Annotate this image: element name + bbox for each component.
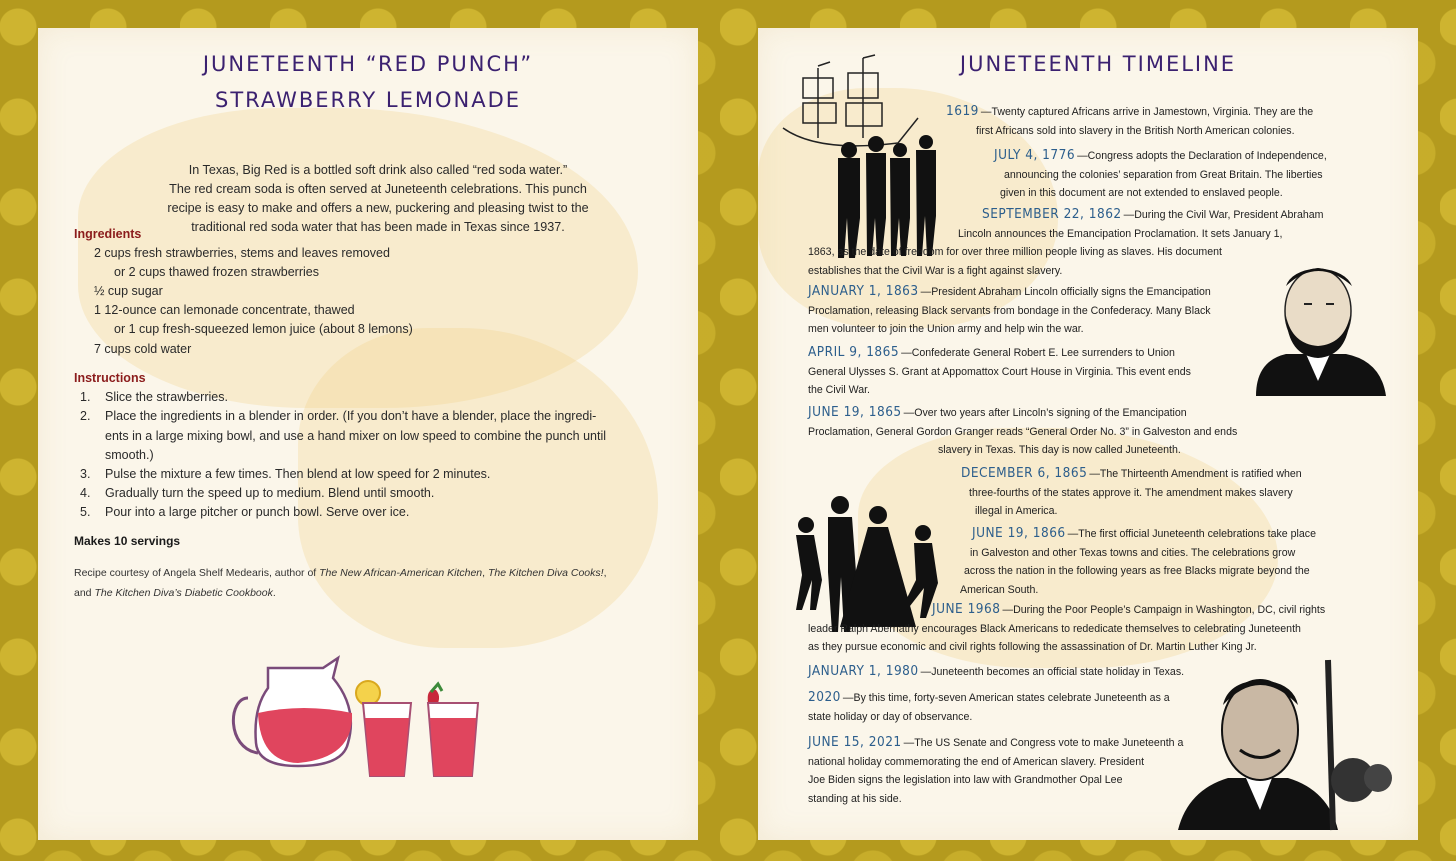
recipe-intro [133, 161, 623, 237]
timeline-text: leader Ralph Abernathy encourages Black Americans to rededicate themselves to celebrating Juneteenth [808, 622, 1301, 635]
intro-line: The red cream soda is often served at Juneteenth celebrations. This punch [169, 182, 587, 196]
timeline-entry [946, 102, 1406, 140]
credit-text: Recipe courtesy of Angela Shelf Medearis, author of [74, 567, 320, 579]
ingredients-heading: Ingredients [74, 227, 142, 241]
instruction-step [80, 484, 660, 504]
step-number: 4. [80, 486, 91, 500]
timeline-text: Lincoln announces the Emancipation Proclamation. It sets January 1, [958, 227, 1283, 240]
timeline-entry [994, 146, 1414, 203]
lemon-glass-icon [356, 681, 411, 776]
timeline-text: —The first official Juneteenth celebrations take place [1067, 528, 1316, 540]
timeline-date: JULY 4, 1776 [994, 147, 1076, 163]
timeline-text: —Confederate General Robert E. Lee surrenders to Union [901, 347, 1175, 359]
intro-line: traditional red soda water that has been made in Texas since 1937. [191, 220, 565, 234]
intro-line: recipe is easy to make and offers a new, puckering and pleasing twist to the [167, 201, 589, 215]
step-number: 1. [80, 390, 91, 404]
timeline-text: 1863, as the date of freedom for over three million people living as slaves. His document [808, 246, 1222, 258]
timeline-date: 2020 [808, 689, 841, 705]
timeline-date: DECEMBER 6, 1865 [961, 465, 1088, 481]
credit-text: . [272, 587, 276, 599]
instructions-heading: Instructions [74, 371, 146, 385]
timeline-text: men volunteer to join the Union army and help win the war. [808, 323, 1084, 335]
credit-book-title: The Kitchen Diva Cooks! [488, 567, 604, 579]
timeline-text: as they pursue economic and civil rights following the assassination of Dr. Martin Luther King Jr. [808, 641, 1257, 653]
credit-book-title: The Kitchen Diva’s Diabetic Cookbook [94, 587, 273, 599]
timeline-text: —By this time, forty-seven American states celebrate Juneteenth as a [842, 692, 1170, 704]
instruction-step [80, 407, 660, 466]
timeline-entry [808, 205, 1408, 280]
step-text: Slice the strawberries. [105, 390, 228, 404]
timeline-date: JUNE 15, 2021 [808, 734, 902, 750]
ingredient-item: or 2 cups thawed frozen strawberries [114, 265, 319, 279]
recipe-page [38, 28, 698, 840]
timeline-text: Proclamation, releasing Black servants from bondage in the Confederacy. Many Black [808, 304, 1211, 317]
recipe-title-line1: JUNETEENTH “RED PUNCH” [202, 52, 534, 76]
timeline-date: JANUARY 1, 1980 [808, 663, 919, 679]
ingredient-item: ½ cup sugar [94, 284, 163, 298]
timeline-entry [808, 733, 1228, 808]
timeline-text: General Ulysses S. Grant at Appomattox Court House in Virginia. This event ends [808, 365, 1191, 378]
timeline-date: JUNE 1968 [932, 601, 1001, 617]
recipe-credit [74, 563, 674, 603]
timeline-text: national holiday commemorating the end of American slavery. President [808, 755, 1145, 768]
timeline-entry [961, 464, 1401, 521]
step-text: Place the ingredients in a blender in order. (If you don’t have a blender, place the ingredi- [105, 409, 597, 423]
timeline-date: APRIL 9, 1865 [808, 344, 900, 360]
instruction-step [80, 388, 660, 408]
step-text: Pulse the mixture a few times. Then blend at low speed for 2 minutes. [105, 467, 491, 481]
step-number: 3. [80, 467, 91, 481]
timeline-entry [960, 524, 1410, 599]
timeline-text: three-fourths of the states approve it. The amendment makes slavery [969, 486, 1293, 499]
pitcher-icon [233, 658, 352, 766]
strawberry-glass-icon [428, 684, 478, 776]
timeline-text: establishes that the Civil War is a fight against slavery. [808, 264, 1063, 277]
timeline-text: announcing the colonies’ separation from Great Britain. The liberties [1004, 168, 1323, 181]
timeline-date: 1619 [946, 103, 979, 119]
servings: Makes 10 servings [74, 534, 181, 548]
timeline-entry [808, 343, 1248, 400]
timeline-date: SEPTEMBER 22, 1862 [982, 206, 1122, 222]
sailing-ship-icon [783, 55, 918, 146]
timeline-text: Joe Biden signs the legislation into law with Grandmother Opal Lee [808, 774, 1123, 786]
timeline-entry [808, 600, 1418, 657]
credit-book-title: The New African-American Kitchen [319, 567, 483, 579]
timeline-text: —Congress adopts the Declaration of Independence, [1077, 150, 1327, 162]
timeline-text: —Twenty captured Africans arrive in Jamestown, Virginia. They are the [980, 106, 1314, 118]
timeline-text: —President Abraham Lincoln officially signs the Emancipation [920, 286, 1211, 298]
timeline-text: across the nation in the following years as free Blacks migrate beyond the [964, 565, 1310, 577]
step-text-continued: ents in a large mixing bowl, and use a hand mixer on low speed to combine the punch until smooth.) [105, 428, 606, 462]
ingredient-item: 7 cups cold water [94, 342, 192, 356]
timeline-title: JUNETEENTH TIMELINE [959, 52, 1237, 76]
timeline-date: JUNE 19, 1866 [972, 525, 1066, 541]
timeline-text: standing at his side. [808, 792, 902, 805]
timeline-text: illegal in America. [975, 505, 1058, 517]
recipe-title-line2: STRAWBERRY LEMONADE [214, 88, 522, 112]
timeline-text: —The US Senate and Congress vote to make Juneteenth a [903, 737, 1184, 749]
timeline-entry [808, 662, 1228, 682]
ingredient-item: or 1 cup fresh-squeezed lemon juice (about 8 lemons) [114, 322, 413, 336]
intro-line: In Texas, Big Red is a bottled soft drink also called “red soda water.” [188, 163, 568, 177]
credit-text: , [482, 567, 488, 579]
step-text: Gradually turn the speed up to medium. Blend until smooth. [105, 486, 435, 500]
timeline-text: in Galveston and other Texas towns and cities. The celebrations grow [970, 546, 1296, 559]
timeline-text: the Civil War. [808, 384, 871, 396]
timeline-page [758, 28, 1418, 840]
ingredient-item: 1 12-ounce can lemonade concentrate, thawed [94, 303, 355, 317]
timeline-text: state holiday or day of observance. [808, 710, 973, 723]
instruction-step [80, 465, 660, 485]
credit-text: , [603, 567, 607, 579]
timeline-text: —The Thirteenth Amendment is ratified when [1089, 468, 1302, 480]
ingredient-item: 2 cups fresh strawberries, stems and leaves removed [94, 246, 390, 260]
step-number: 5. [80, 505, 91, 519]
step-number: 2. [80, 409, 91, 423]
timeline-text: —During the Poor People’s Campaign in Washington, DC, civil rights [1002, 604, 1326, 616]
timeline-text: slavery in Texas. This day is now called Juneteenth. [938, 444, 1181, 456]
timeline-date: JUNE 19, 1865 [808, 404, 902, 420]
timeline-text: —During the Civil War, President Abraham [1123, 209, 1324, 221]
punch-illustration [228, 658, 508, 778]
credit-text: and [74, 587, 95, 599]
timeline-entry [808, 282, 1258, 339]
timeline-text: given in this document are not extended to enslaved people. [1000, 187, 1283, 199]
step-text: Pour into a large pitcher or punch bowl. Serve over ice. [105, 505, 410, 519]
timeline-date: JANUARY 1, 1863 [808, 283, 919, 299]
timeline-text: —Over two years after Lincoln’s signing of the Emancipation [903, 407, 1187, 419]
timeline-entry [808, 688, 1228, 726]
timeline-text: Proclamation, General Gordon Granger reads “General Order No. 3” in Galveston and ends [808, 425, 1238, 438]
timeline-text: American South. [960, 583, 1039, 596]
timeline-entry [808, 403, 1288, 460]
timeline-text: —Juneteenth becomes an official state holiday in Texas. [920, 666, 1185, 678]
timeline-text: first Africans sold into slavery in the British North American colonies. [976, 124, 1295, 137]
instruction-step [80, 503, 660, 523]
